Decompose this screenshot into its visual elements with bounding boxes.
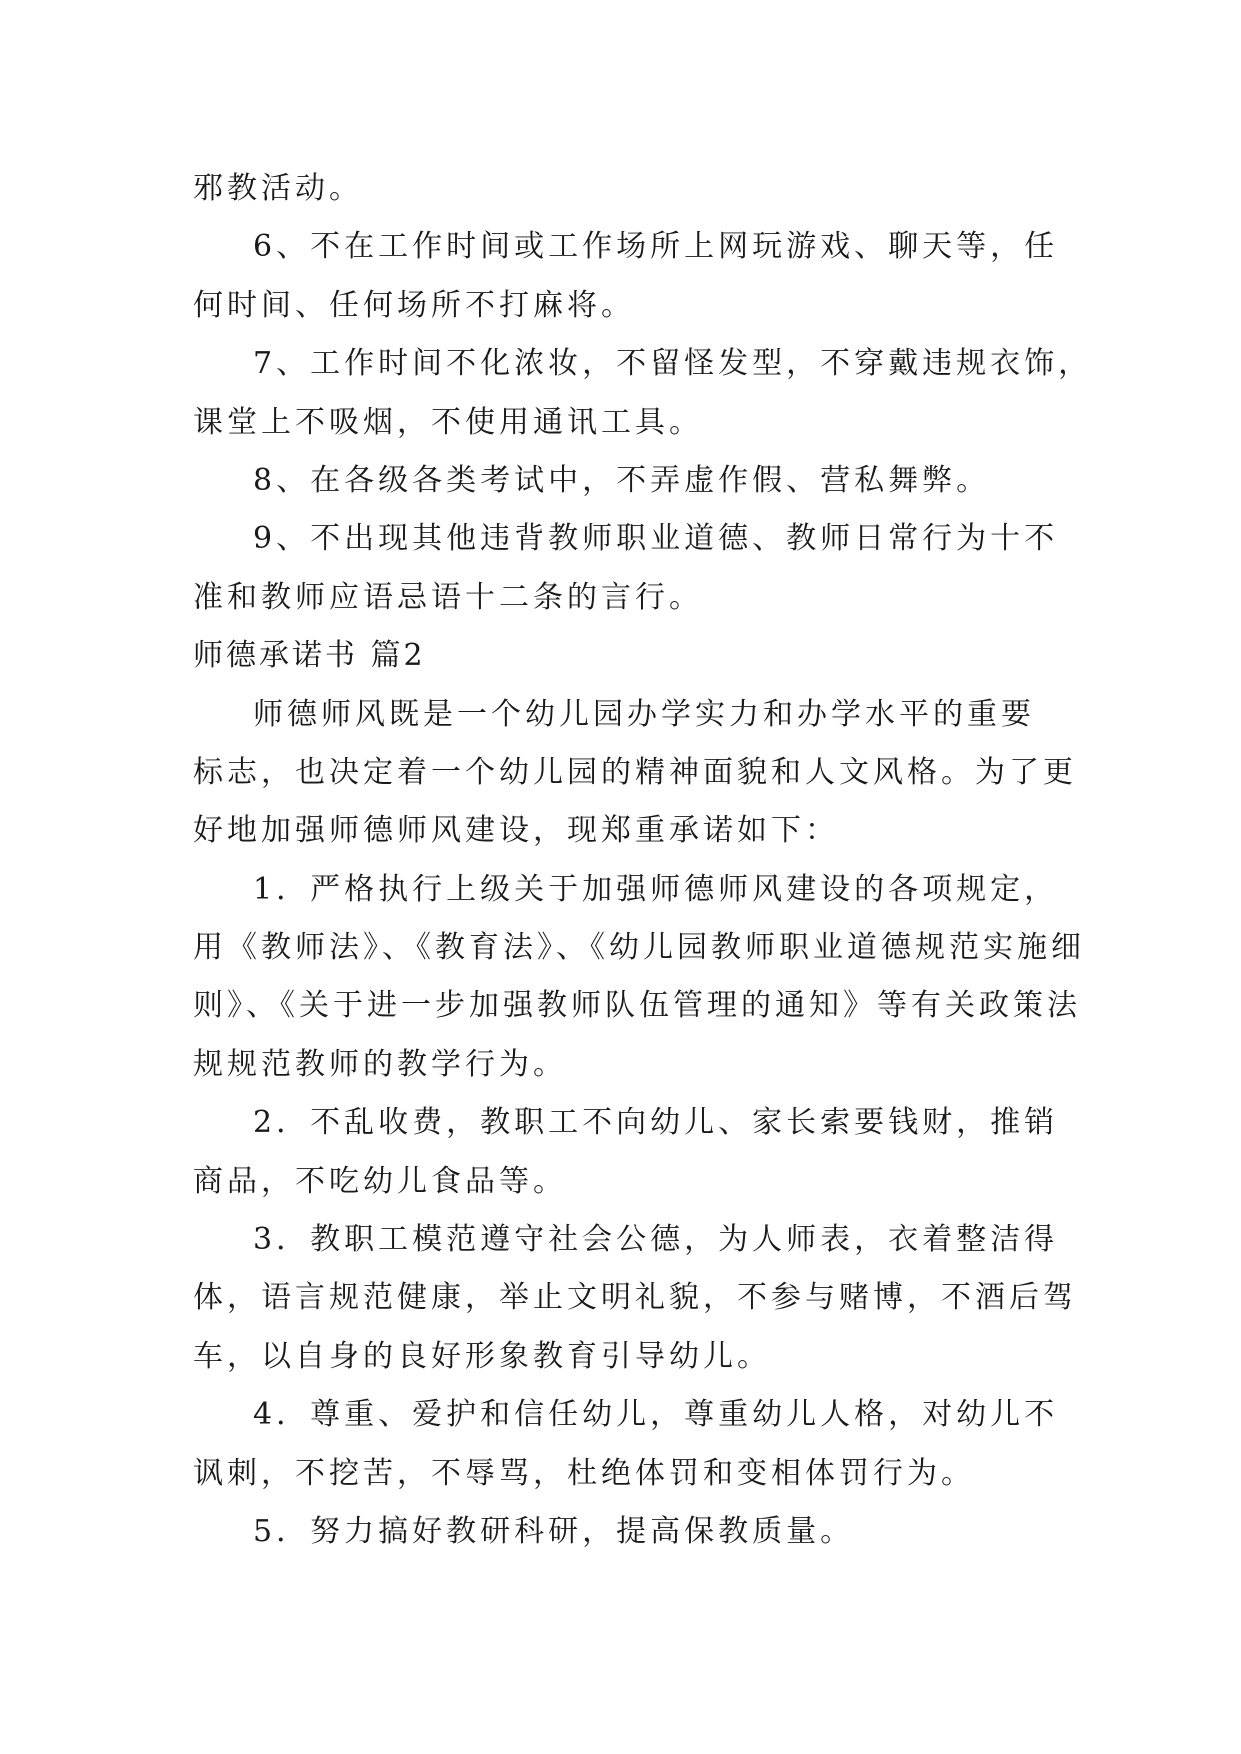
text-line: 7、工作时间不化浓妆，不留怪发型，不穿戴违规衣饰， [253,346,1093,382]
text-line: 3．教职工模范遵守社会公德，为人师表，衣着整洁得 [253,1222,1059,1258]
text-line: 5．努力搞好教研科研，提高保教质量。 [253,1513,855,1549]
text-line: 6、不在工作时间或工作场所上网玩游戏、聊天等，任 [253,229,1059,265]
text-line: 则》、《关于进一步加强教师队伍管理的通知》等有关政策法 [193,988,1081,1024]
section-heading: 师德承诺书 篇2 [193,638,426,674]
text-line: 商品，不吃幼儿食品等。 [193,1163,567,1199]
text-line: 准和教师应语忌语十二条的言行。 [193,579,703,615]
text-line: 用《教师法》、《教育法》、《幼儿园教师职业道德规范实施细 [193,930,1085,966]
document-body [193,160,1093,1561]
text-line: 4．尊重、爱护和信任幼儿，尊重幼儿人格，对幼儿不 [253,1397,1059,1433]
text-line: 2．不乱收费，教职工不向幼儿、家长索要钱财，推销 [253,1105,1059,1141]
text-line: 规规范教师的教学行为。 [193,1046,567,1082]
text-line: 体，语言规范健康，举止文明礼貌，不参与赌博，不酒后驾 [193,1280,1077,1316]
text-line: 8、在各级各类考试中，不弄虚作假、营私舞弊。 [253,462,991,498]
text-line: 何时间、任何场所不打麻将。 [193,287,635,323]
text-line: 讽刺，不挖苦，不辱骂，杜绝体罚和变相体罚行为。 [193,1455,975,1491]
text-line: 师德师风既是一个幼儿园办学实力和办学水平的重要 [253,696,1035,732]
text-line: 标志，也决定着一个幼儿园的精神面貌和人文风格。为了更 [193,754,1077,790]
text-line: 1．严格执行上级关于加强师德师风建设的各项规定， [253,871,1059,907]
text-line: 车，以自身的良好形象教育引导幼儿。 [193,1338,771,1374]
text-line: 课堂上不吸烟，不使用通讯工具。 [193,404,703,440]
text-line: 邪教活动。 [193,171,363,206]
text-line: 9、不出现其他违背教师职业道德、教师日常行为十不 [253,521,1059,557]
text-line: 好地加强师德师风建设，现郑重承诺如下： [193,813,839,849]
